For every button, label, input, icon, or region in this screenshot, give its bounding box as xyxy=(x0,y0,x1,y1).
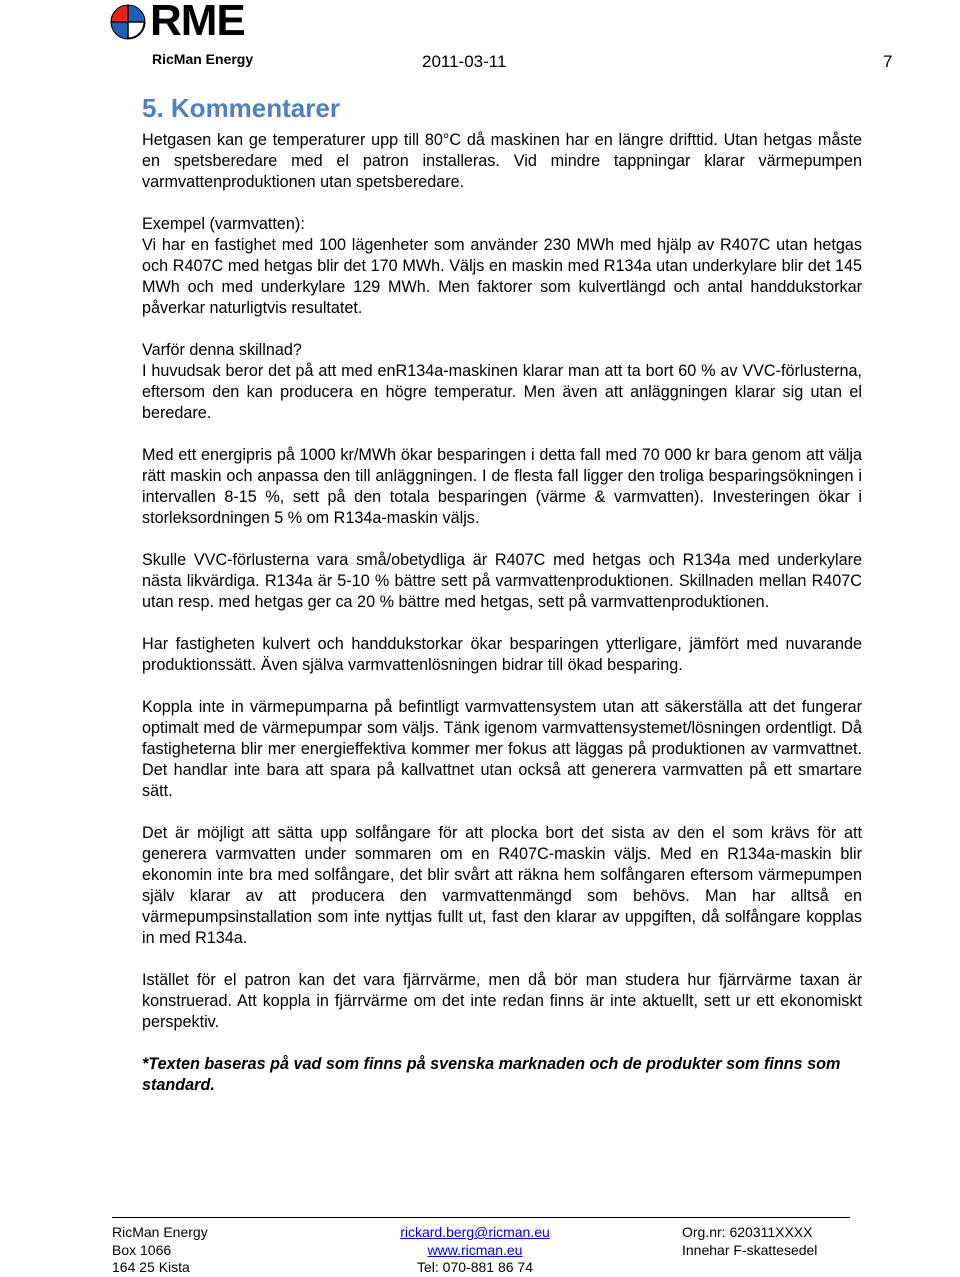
footer-city: 164 25 Kista xyxy=(112,1259,190,1275)
footer-contact xyxy=(390,1224,560,1277)
paragraph-solfangare: Det är möjligt att sätta upp solfångare för att plocka bort det sista av den el som krävs för att generera varmvatten under sommaren om en R407C-maskin väljs. Med en R134a-maskin blir ekonomin inte bra med solfångare, det blir svårt att räkna hem solfångaren eftersom värmepumpen själv klarar av att producera den varmvattenmängd som behövs. Man har alltså en värmepumpsinstallation som inte nyttjas fullt ut, fast den klarar av uppgiften, då solfångare kopplas in med R134a. xyxy=(142,824,862,947)
page-number: 7 xyxy=(883,52,893,71)
footer-orgnr: Org.nr: 620311XXXX xyxy=(682,1224,813,1240)
footer-phone: Tel: 070-881 86 74 xyxy=(417,1259,533,1275)
paragraph-example-label: Exempel (varmvatten): xyxy=(142,215,305,233)
paragraph-question: Varför denna skillnad? xyxy=(142,341,302,359)
paragraph-hetgas: Hetgasen kan ge temperaturer upp till 80°C då maskinen har en längre drifttid. Utan hetgas måste en spetsberedare med el patron installeras. Vid mindre tappningar klarar värmepumpen varmvattenproduktionen utan spetsberedare. xyxy=(142,131,862,191)
footer-legal xyxy=(682,1224,817,1259)
paragraph-koppla: Koppla inte in värmepumparna på befintligt varmvattensystem utan att säkerställa att det fungerar optimalt med de värmepumpar som väljs. Tänk igenom varmvattensystemet/lösningen ordentligt. Då fastigheterna blir mer energieffektiva kommer mer fokus att läggas på produktionen av varmvattnet. Det handlar inte bara att spara på kallvattnet utan också att generera varmvatten på ett smartare sätt. xyxy=(142,698,862,800)
footer-email-link[interactable]: rickard.berg@ricman.eu xyxy=(400,1224,550,1240)
page-header xyxy=(0,0,960,80)
footer-company: RicMan Energy xyxy=(112,1224,208,1240)
logo-company-name: RicMan Energy xyxy=(152,51,254,67)
footer-web-link[interactable]: www.ricman.eu xyxy=(427,1241,523,1258)
paragraph-answer: I huvudsak beror det på att med enR134a-maskinen klarar man att ta bort 60 % av VVC-förlusterna, eftersom den kan producera en högre temperatur. Men även att anläggningen klarar sig utan el beredare. xyxy=(142,362,862,422)
paragraph-example: Vi har en fastighet med 100 lägenheter som använder 230 MWh med hjälp av R407C utan hetgas och R407C med hetgas blir det 170 MWh. Väljs en maskin med R134a utan underkylare blir det 145 MWh och med underkylare 129 MWh. Men faktorer som kulvertlängd och antal handdukstorkar påverkar naturligtvis resultatet. xyxy=(142,236,862,317)
footer-box: Box 1066 xyxy=(112,1241,172,1258)
paragraph-vvc-losses: Skulle VVC-förlusterna vara små/obetydliga är R407C med hetgas och R134a med underkylare nästa likvärdiga. R134a är 5-10 % bättre sett på varmvattenproduktionen. Skillnaden mellan R407C utan resp. med hetgas ger ca 20 % bättre med hetgas, sett på varmvattenproduktionen. xyxy=(142,551,862,611)
section-heading: 5. Kommentarer xyxy=(142,93,340,123)
logo-wordmark: RME xyxy=(150,0,245,45)
footer-divider xyxy=(112,1217,850,1218)
paragraph-fjarrvarme: Istället för el patron kan det vara fjärrvärme, men då bör man studera hur fjärrvärme taxan är konstruerad. Att koppla in fjärrvärme om det inte redan finns är inte aktuellt, sett ur ett ekonomiskt perspektiv. xyxy=(142,971,862,1031)
company-logo-icon xyxy=(110,4,146,40)
footer-tax: Innehar F-skattesedel xyxy=(682,1241,818,1258)
footnote-note: *Texten baseras på vad som finns på svenska marknaden och de produkter som finns som standard. xyxy=(142,1055,841,1094)
document-date: 2011-03-11 xyxy=(422,52,507,71)
section-body xyxy=(142,130,862,1117)
paragraph-energy-price: Med ett energipris på 1000 kr/MWh ökar besparingen i detta fall med 70 000 kr bara genom att välja rätt maskin och anpassa den till anläggningen. I de flesta fall ligger den troliga besparingsökningen i intervallen 8-15 %, sett på den totala besparingen (värme & varmvatten). Investeringen ökar i storleksordningen 5 % om R134a-maskin väljs. xyxy=(142,446,862,527)
footer-address xyxy=(112,1224,208,1277)
paragraph-kulvert: Har fastigheten kulvert och handdukstorkar ökar besparingen ytterligare, jämfört med nuvarande produktionssätt. Även själva varmvattenlösningen bidrar till ökad besparing. xyxy=(142,635,862,674)
